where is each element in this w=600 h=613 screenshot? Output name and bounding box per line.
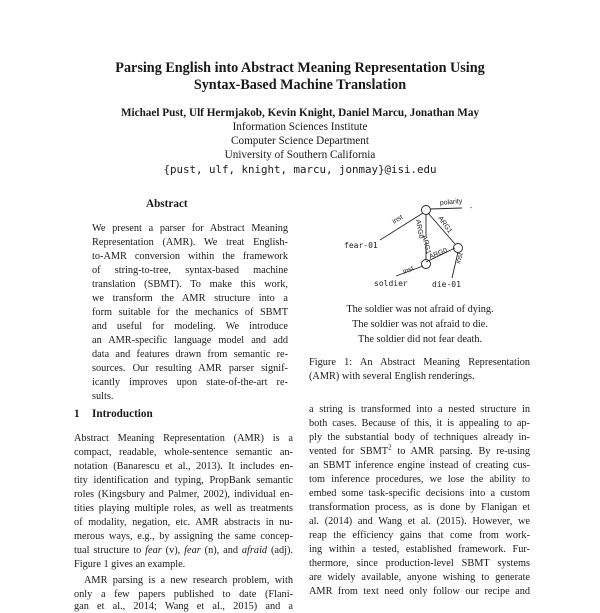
text-run: vented for SBMT — [309, 446, 389, 457]
italic-term: fear — [145, 545, 162, 556]
edge-polarity — [430, 208, 462, 209]
body-line: both cases. Because of this, it is appealing to ap- — [309, 418, 530, 429]
body-line-italic-terms — [74, 544, 293, 557]
abstract-line: and useful for modeling. We introduce — [92, 321, 288, 332]
affiliation-university: University of Southern California — [224, 149, 376, 161]
node-soldier: soldier — [374, 279, 408, 288]
footnote-marker[interactable]: 2 — [388, 443, 392, 452]
body-line: thermore, since production-level SBMT systems — [309, 558, 530, 569]
abstract-line: translation (SBMT). To make this work, — [92, 279, 288, 290]
node-fear: fear-01 — [344, 241, 378, 250]
label-arg1-b: ARG1 — [420, 234, 432, 255]
body-line: AMR from text need only follow our recipe and — [309, 586, 530, 597]
body-line: only a few papers published to date (Flani- — [74, 589, 293, 600]
body-line: merous ways, e.g., by assigning the same concep- — [74, 531, 293, 542]
abstract-line: we transform the AMR structure into a — [92, 293, 288, 304]
body-line: are widely available, anyone wishing to generate — [309, 572, 530, 583]
section-heading-introduction — [74, 408, 153, 420]
text-run: (v), — [161, 545, 185, 556]
root-node — [422, 206, 431, 215]
label-polarity: polarity — [439, 198, 463, 207]
body-line-footnote — [309, 445, 530, 458]
italic-term: fear — [184, 545, 201, 556]
figure-caption-line-2: (AMR) with several English renderings. — [309, 371, 475, 382]
text-run: (n), and — [200, 545, 242, 556]
body-line: roles (Kingsbury and Palmer, 2002), individual en- — [74, 489, 293, 500]
title-line-2: Syntax-Based Machine Translation — [193, 77, 407, 93]
body-line: compact, readable, whole-sentence semantic an- — [74, 447, 293, 458]
text-run: to AMR parsing. By re-using — [391, 446, 530, 457]
label-inst-fear: inst — [391, 213, 405, 226]
body-line: transformation process, as is done by Flanigan et — [309, 502, 530, 513]
paper-title — [0, 60, 600, 94]
body-line: tities playing multiple roles, as well as treatments — [74, 503, 293, 514]
abstract-line: of string-to-tree, syntax-based machine — [92, 265, 288, 276]
label-inst-soldier: inst — [402, 265, 415, 276]
body-line: Figure 1 gives an example. — [74, 559, 186, 570]
amr-graph-figure — [330, 196, 500, 296]
abstract-line: form suitable for the mechanics of SBMT — [92, 307, 288, 318]
body-line: an SBMT inference engine instead of creating cus- — [309, 460, 530, 471]
abstract-line: Representation (AMR). We treat English- — [92, 237, 288, 248]
figure-sentence: The soldier was not afraid to die. — [352, 319, 488, 330]
abstract-line: data and features drawn from semantic re- — [92, 349, 288, 360]
label-inst-die: inst — [455, 252, 465, 265]
abstract-line: an AMR-specific language model and add — [92, 335, 288, 346]
text-run: tual structure to — [74, 545, 146, 556]
node-die: die-01 — [432, 280, 461, 289]
label-arg0-a: ARG0 — [414, 219, 425, 240]
figure-sentence: The soldier was not afraid of dying. — [346, 304, 494, 315]
body-line: tom inference procedures, we lose the ability to — [309, 474, 530, 485]
abstract-line: to-AMR conversion within the framework — [92, 251, 288, 262]
body-line: notation (Banarescu et al., 2013). It includes en- — [74, 461, 293, 472]
author-list: Michael Pust, Ulf Hermjakob, Kevin Knight, Daniel Marcu, Jonathan May — [120, 107, 480, 119]
soldier-node — [422, 260, 431, 269]
body-line: tity identification and typing, PropBank semantic — [74, 475, 293, 486]
figure-caption-line-1: Figure 1: An Abstract Meaning Representation — [309, 357, 530, 368]
body-line: ply the substantial body of techniques already in- — [309, 432, 530, 443]
body-line: ing within a tested, established framework. Fur- — [309, 544, 530, 555]
body-line: a string is transformed into a nested structure in — [309, 404, 530, 415]
figure-sentence: The soldier did not fear death. — [357, 334, 483, 345]
title-line-1: Parsing English into Abstract Meaning Representation Using — [115, 60, 485, 76]
author-emails: {pust, ulf, knight, marcu, jonmay}@isi.edu — [163, 163, 437, 176]
section-title: Introduction — [92, 408, 153, 420]
abstract-line: We present a parser for Abstract Meaning — [92, 223, 288, 234]
body-line: AMR parsing is a new research problem, with — [84, 575, 293, 586]
label-arg0-b: ARG0 — [428, 247, 449, 261]
body-line: of modality, negation, etc. AMR abstracts in nu- — [74, 517, 293, 528]
text-run: (adj). — [267, 545, 294, 556]
abstract-heading: Abstract — [146, 198, 188, 210]
body-line: reap the efficiency gains that come from work- — [309, 530, 530, 541]
body-line: al. (2014) and Wang et al. (2015). However, we — [309, 516, 530, 527]
affiliation-department: Computer Science Department — [231, 135, 369, 147]
abstract-line: sources. Our resulting AMR parser signif- — [92, 363, 288, 374]
affiliation-institute: Information Sciences Institute — [232, 121, 368, 133]
body-line: Abstract Meaning Representation (AMR) is a — [74, 433, 293, 444]
abstract-line: icantly improves upon state-of-the-art re- — [92, 377, 288, 388]
label-arg1-a: ARG1 — [436, 215, 454, 235]
body-line: embed some task-specific decisions into a custom — [309, 488, 530, 499]
abstract-line: sults. — [92, 391, 114, 402]
italic-term: afraid — [241, 545, 268, 556]
section-number: 1 — [74, 408, 80, 420]
label-minus: - — [470, 205, 473, 212]
